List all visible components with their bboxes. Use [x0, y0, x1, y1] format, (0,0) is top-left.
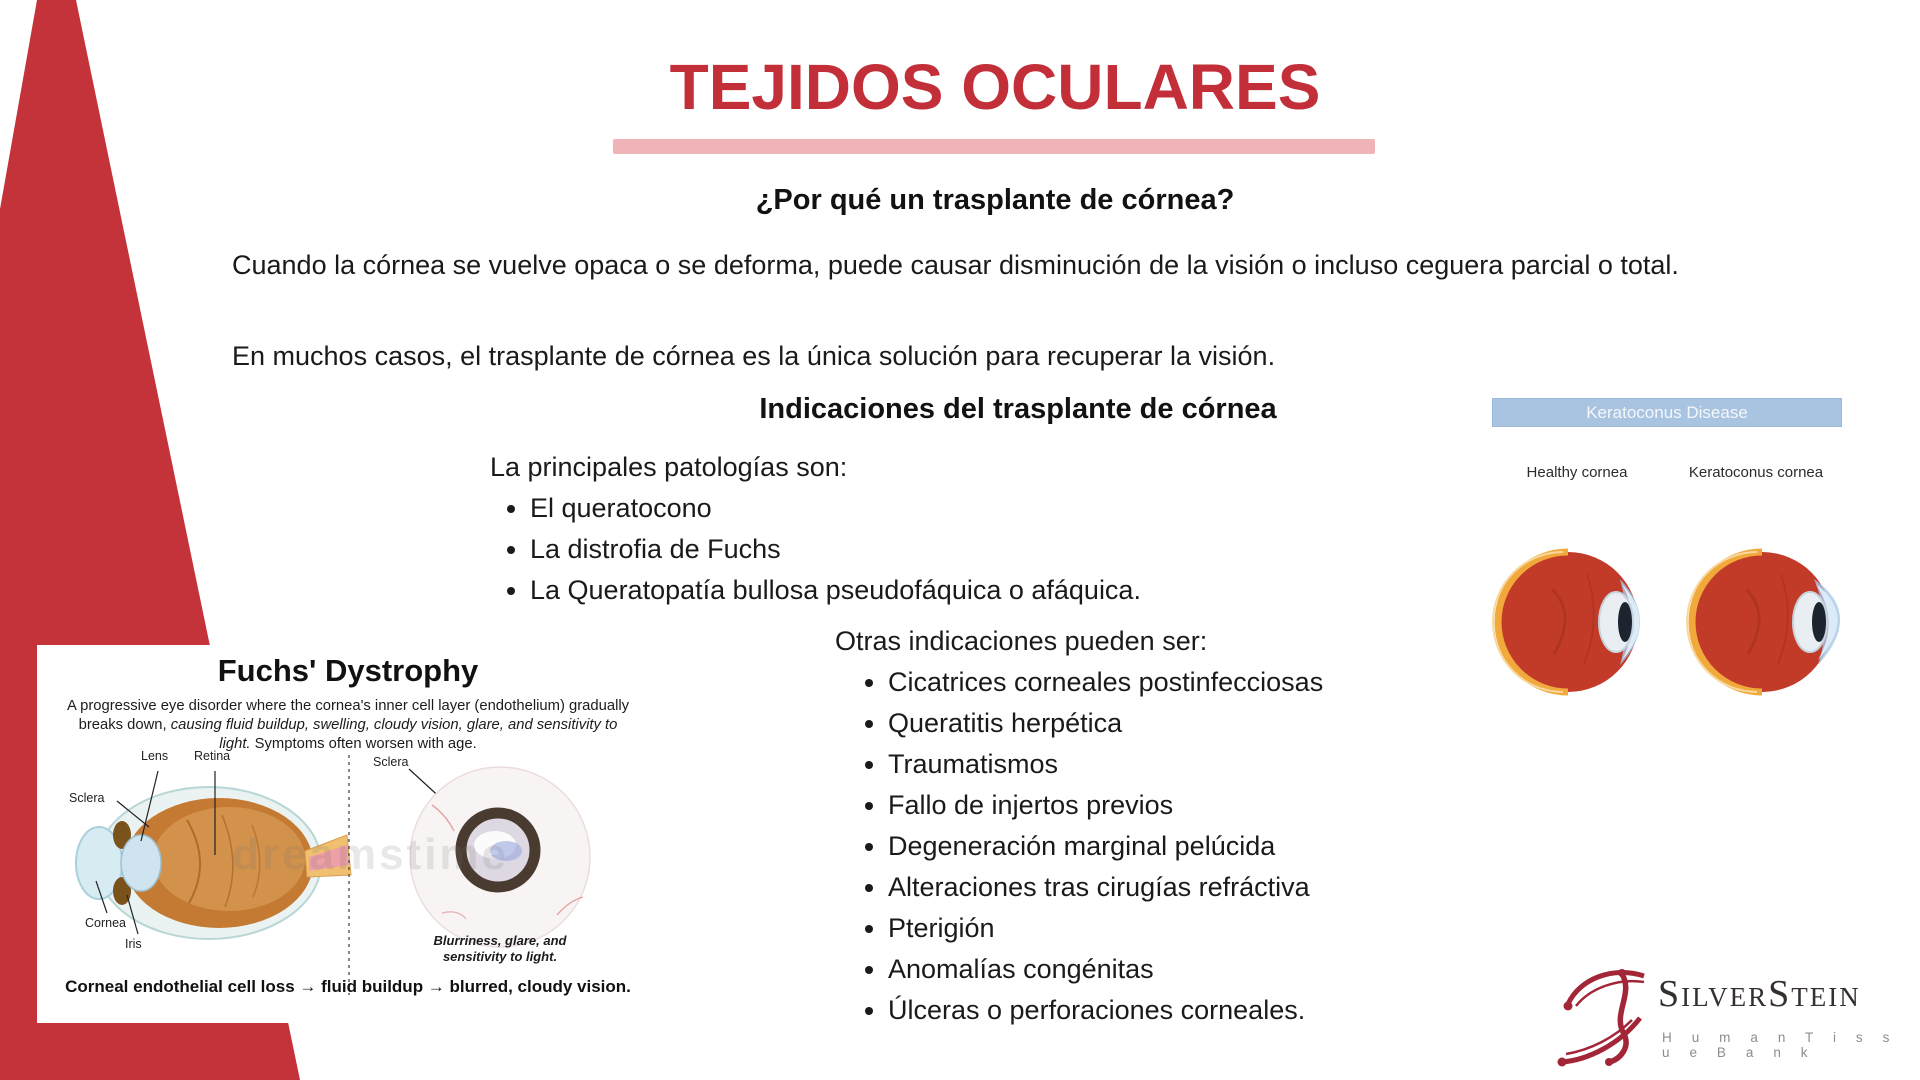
- list-item: • El queratocono: [530, 488, 1141, 529]
- list-item: • Úlceras o perforaciones corneales.: [888, 990, 1323, 1031]
- cornea-label: Cornea: [85, 916, 126, 930]
- silverstein-logo: [1550, 956, 1915, 1074]
- list-item: • Alteraciones tras cirugías refráctiva: [888, 867, 1323, 908]
- keratoconus-figure-header: Keratoconus Disease: [1492, 398, 1842, 427]
- list-item: • Anomalías congénitas: [888, 949, 1323, 990]
- eye-comparison-illustration: [1492, 494, 1842, 750]
- keratoconus-figure: [1492, 398, 1842, 754]
- description-normal-2: Symptoms often worsen with age.: [250, 736, 477, 752]
- keratoconus-cornea-label: Keratoconus cornea: [1688, 464, 1824, 481]
- slide-title: TEJIDOS OCULARES: [669, 51, 1321, 123]
- description-italic: causing fluid buildup, swelling, cloudy vision, glare, and sensitivity to light.: [170, 717, 618, 752]
- list-item: • Degeneración marginal pelúcida: [888, 826, 1323, 867]
- fuchs-figure-description: [62, 697, 634, 754]
- list-item: • Pterigión: [888, 908, 1323, 949]
- blurriness-caption: Blurriness, glare, and sensitivity to light.: [433, 933, 567, 964]
- list-item: • Queratitis herpética: [888, 703, 1323, 744]
- title-underline-bar: [613, 139, 1375, 154]
- intro-paragraph-2: En muchos casos, el trasplante de córnea es la única solución para recuperar la visión.: [232, 341, 1276, 371]
- fuchs-figure-title: Fuchs' Dystrophy: [217, 653, 479, 688]
- list-item: • Fallo de injertos previos: [888, 785, 1323, 826]
- other-indications-label: Otras indicaciones pueden ser:: [835, 626, 1208, 656]
- list-item: • Cicatrices corneales postinfecciosas: [888, 662, 1323, 703]
- main-pathologies-list: [500, 488, 1141, 611]
- other-indications-list: [858, 662, 1323, 1031]
- silverstein-wordmark: S ILVER S TEIN: [1658, 973, 1861, 1015]
- list-item: • La Queratopatía bullosa pseudofáquica o afáquica.: [530, 570, 1141, 611]
- question-heading: ¿Por qué un trasplante de córnea?: [755, 184, 1235, 216]
- stock-photo-watermark: dreamstime: [232, 830, 510, 879]
- silverstein-subtitle: H u m a n T i s s u e B a n k: [1662, 1030, 1894, 1060]
- retina-label: Retina: [194, 749, 231, 763]
- fuchs-bottom-caption: Corneal endothelial cell loss → fluid buildup → blurred, cloudy vision.: [65, 977, 631, 996]
- fuchs-dystrophy-figure: [37, 645, 659, 1023]
- intro-paragraph-1: Cuando la córnea se vuelve opaca o se deforma, puede causar disminución de la visión o incluso ceguera parcial o total.: [232, 250, 1679, 280]
- indications-heading: Indicaciones del trasplante de córnea: [759, 393, 1277, 425]
- iris-label: Iris: [125, 937, 142, 951]
- lens-label: Lens: [141, 749, 169, 763]
- healthy-cornea-label: Healthy cornea: [1526, 464, 1628, 481]
- description-normal-1: A progressive eye disorder where the cornea's inner cell layer (endothelium) gradually breaks down,: [66, 698, 630, 733]
- sclera-right-label: Sclera: [373, 755, 409, 769]
- silverstein-flourish-icon: [1554, 962, 1654, 1068]
- list-item: • La distrofia de Fuchs: [530, 529, 1141, 570]
- list-item: • Traumatismos: [888, 744, 1323, 785]
- sclera-left-label: Sclera: [69, 791, 105, 805]
- healthy-eye-illustration: [1493, 552, 1640, 692]
- main-pathologies-label: La principales patologías son:: [490, 452, 848, 482]
- keratoconus-eye-illustration: [1687, 552, 1840, 692]
